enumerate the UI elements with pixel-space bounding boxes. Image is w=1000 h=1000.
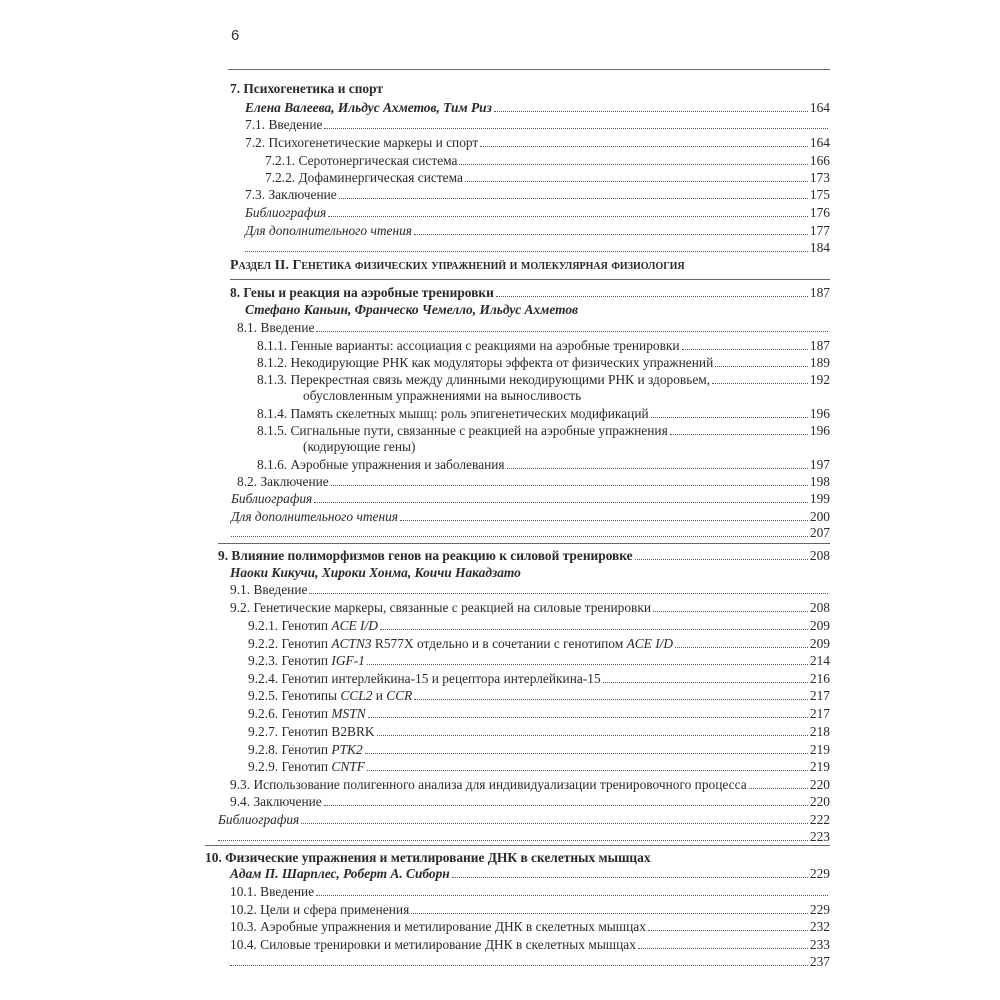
- chapter-10-divider: [205, 845, 830, 846]
- toc-9-2-1[interactable]: 9.2.1. Генотип ACE I/D 209: [248, 618, 830, 633]
- toc-9-bibliography[interactable]: Библиография 222: [218, 812, 830, 827]
- chapter-10-authors[interactable]: Адам П. Шарплес, Роберт А. Сиборн 229: [230, 866, 830, 881]
- toc-9-3[interactable]: 9.3. Использование полигенного анализа для индивидуализации тренировочного процесса 220: [230, 777, 830, 792]
- toc-9-2-2[interactable]: 9.2.2. Генотип ACTN3 R577X отдельно и в сочетании с генотипом ACE I/D 209: [248, 636, 830, 651]
- chapter-8-divider: [230, 279, 830, 280]
- toc-9-2-7[interactable]: 9.2.7. Генотип B2BRK 218: [248, 724, 830, 739]
- chapter-7-authors[interactable]: Елена Валеева, Ильдус Ахметов, Тим Риз 164: [245, 100, 830, 115]
- toc-9-1[interactable]: 9.1. Введение: [230, 580, 830, 599]
- chapter-8-title[interactable]: 8. Гены и реакция на аэробные тренировки 187: [230, 285, 830, 300]
- toc-7-further-reading[interactable]: Для дополнительного чтения 177: [245, 223, 830, 238]
- toc-8-2[interactable]: 8.2. Заключение 198: [237, 474, 830, 489]
- chapter-7-title[interactable]: 7. Психогенетика и спорт: [230, 81, 383, 96]
- toc-8-bibliography[interactable]: Библиография 199: [231, 491, 830, 506]
- toc-8-end[interactable]: 207: [231, 523, 830, 542]
- toc-7-end[interactable]: 184: [245, 238, 830, 257]
- toc-10-3[interactable]: 10.3. Аэробные упражнения и метилирование ДНК в скелетных мышцах 232: [230, 919, 830, 934]
- toc-8-1-3[interactable]: 8.1.3. Перекрестная связь между длинными некодирующими РНК и здоровьем, 192: [257, 372, 830, 387]
- toc-7-3[interactable]: 7.3. Заключение 175: [245, 187, 830, 202]
- page-number: 6: [231, 27, 240, 44]
- toc-10-4[interactable]: 10.4. Силовые тренировки и метилирование ДНК в скелетных мышцах 233: [230, 937, 830, 952]
- toc-7-bibliography[interactable]: Библиография 176: [245, 205, 830, 220]
- toc-10-end[interactable]: 237: [230, 952, 830, 971]
- toc-8-1-6[interactable]: 8.1.6. Аэробные упражнения и заболевания 197: [257, 457, 830, 472]
- toc-9-2-8[interactable]: 9.2.8. Генотип PTK2 219: [248, 742, 830, 757]
- toc-8-1-3-continued: обусловленным упражнениями на выносливость: [303, 388, 582, 403]
- toc-7-2-2[interactable]: 7.2.2. Дофаминергическая система 173: [265, 170, 830, 185]
- toc-7-2-1[interactable]: 7.2.1. Серотонергическая система 166: [265, 153, 830, 168]
- chapter-9-divider: [218, 543, 830, 544]
- toc-10-2[interactable]: 10.2. Цели и сфера применения 229: [230, 902, 830, 917]
- toc-9-2-9[interactable]: 9.2.9. Генотип CNTF 219: [248, 759, 830, 774]
- toc-9-2-4[interactable]: 9.2.4. Генотип интерлейкина-15 и рецептора интерлейкина-15 216: [248, 671, 830, 686]
- toc-7-2[interactable]: 7.2. Психогенетические маркеры и спорт 164: [245, 135, 830, 150]
- toc-9-2-5[interactable]: 9.2.5. Генотипы CCL2 и CCR 217: [248, 688, 830, 703]
- toc-9-4[interactable]: 9.4. Заключение 220: [230, 794, 830, 809]
- chapter-9-authors[interactable]: Наоки Кикучи, Хироки Хонма, Коичи Накадзато: [230, 565, 521, 580]
- toc-9-end[interactable]: 223: [218, 827, 830, 846]
- toc-8-further-reading[interactable]: Для дополнительного чтения 200: [231, 509, 830, 524]
- chapter-9-title[interactable]: 9. Влияние полиморфизмов генов на реакцию к силовой тренировке 208: [218, 548, 830, 563]
- toc-8-1-2[interactable]: 8.1.2. Некодирующие РНК как модуляторы эффекта от физических упражнений 189: [257, 355, 830, 370]
- toc-8-1-4[interactable]: 8.1.4. Память скелетных мышц: роль эпигенетических модификаций 196: [257, 406, 830, 421]
- chapter-8-authors[interactable]: Стефано Каньин, Франческо Чемелло, Ильдус Ахметов: [245, 302, 579, 317]
- toc-8-1-5-continued: (кодирующие гены): [303, 439, 416, 454]
- toc-8-1-5[interactable]: 8.1.5. Сигнальные пути, связанные с реакцией на аэробные упражнения 196: [257, 423, 830, 438]
- toc-8-1-1[interactable]: 8.1.1. Генные варианты: ассоциация с реакциями на аэробные тренировки 187: [257, 338, 830, 353]
- chapter-10-title[interactable]: 10. Физические упражнения и метилирование ДНК в скелетных мышцах: [205, 850, 651, 865]
- toc-9-2-6[interactable]: 9.2.6. Генотип MSTN 217: [248, 706, 830, 721]
- toc-7-1[interactable]: 7.1. Введение: [245, 115, 830, 134]
- toc-9-2[interactable]: 9.2. Генетические маркеры, связанные с реакцией на силовые тренировки 208: [230, 600, 830, 615]
- toc-10-1[interactable]: 10.1. Введение: [230, 882, 830, 901]
- section-2-title[interactable]: Раздел II. Генетика физических упражнений и молекулярная физиология: [230, 258, 685, 273]
- toc-8-1[interactable]: 8.1. Введение: [237, 318, 830, 337]
- toc-9-2-3[interactable]: 9.2.3. Генотип IGF-1 214: [248, 653, 830, 668]
